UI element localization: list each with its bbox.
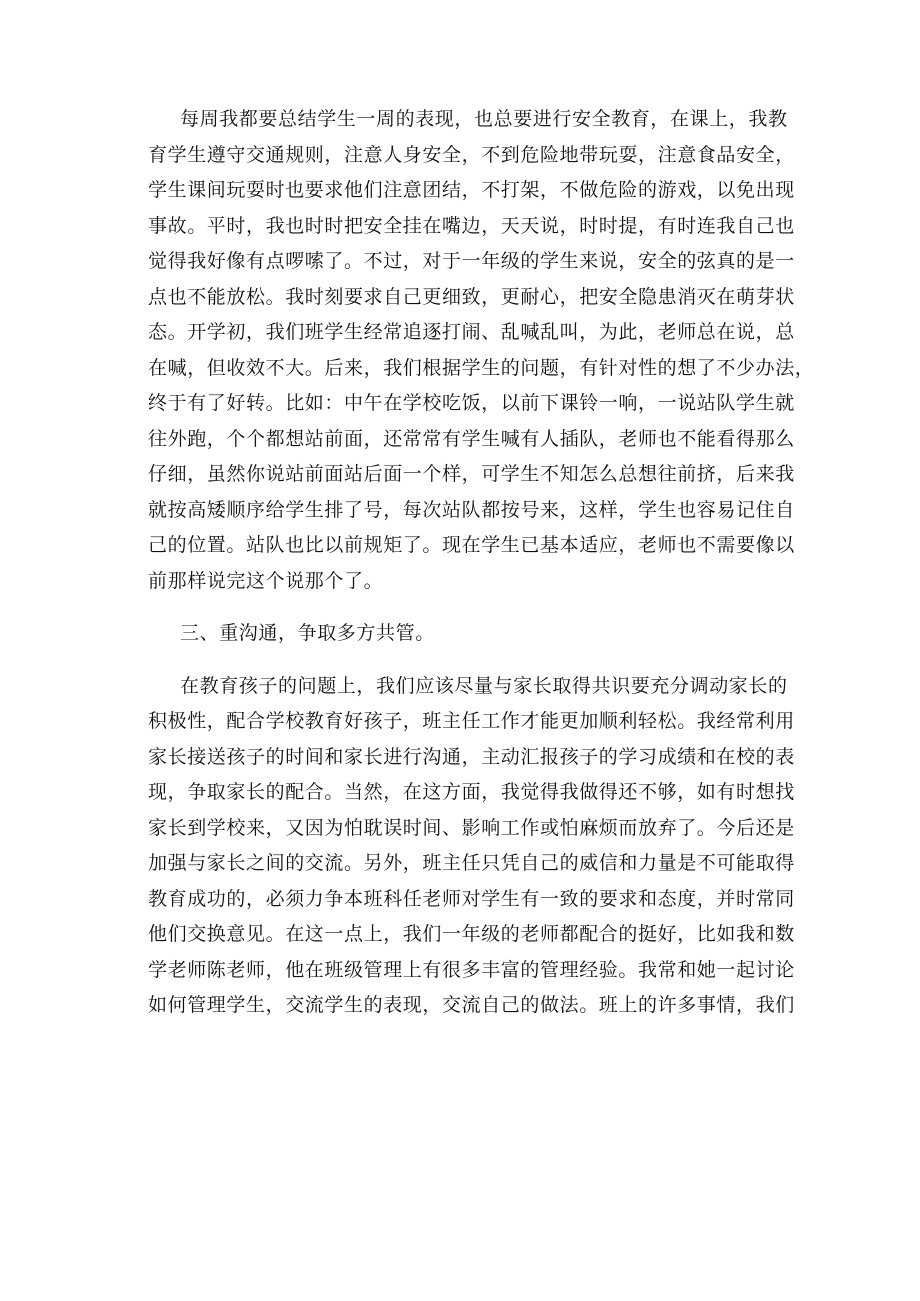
text-line: 家长接送孩子的时间和家长进行沟通，主动汇报孩子的学习成绩和在校的表 — [148, 745, 795, 768]
paragraph-safety-education — [148, 102, 828, 599]
heading-text: 三、重沟通，争取多方共管。 — [180, 622, 435, 644]
text-line: 如何管理学生，交流学生的表现，交流自己的做法。班上的许多事情，我们 — [148, 994, 795, 1016]
text-line: 点也不能放松。我时刻要求自己更细致，更耐心，把安全隐患消灭在萌芽状 — [148, 285, 795, 308]
text-line: 觉得我好像有点啰嗦了。不过，对于一年级的学生来说，安全的弦真的是一 — [148, 250, 795, 272]
paragraph-gap — [148, 652, 828, 669]
text-line: 就按高矮顺序给学生排了号，每次站队都按号来，这样，学生也容易记住自 — [148, 498, 795, 521]
paragraph-gap — [148, 599, 828, 616]
text-line: 他们交换意见。在这一点上，我们一年级的老师都配合的挺好，比如我和数 — [148, 923, 795, 945]
text-line: 终于有了好转。比如：中午在学校吃饭，以前下课铃一响，一说站队学生就 — [148, 392, 795, 414]
text-line: 学生课间玩耍时也要求他们注意团结，不打架，不做危险的游戏，以免出现 — [148, 179, 795, 201]
text-line: 仔细，虽然你说站前面站后面一个样，可学生不知怎么总想往前挤，后来我 — [148, 463, 795, 485]
section-heading — [148, 616, 828, 652]
text-line: 前那样说完这个说那个了。 — [148, 569, 384, 592]
text-line: 育学生遵守交通规则，注意人身安全，不到危险地带玩耍，注意食品安全， — [148, 143, 795, 166]
text-line: 加强与家长之间的交流。另外，班主任只凭自己的威信和力量是不可能取得 — [148, 852, 795, 874]
text-line: 积极性，配合学校教育好孩子，班主任工作才能更加顺利轻松。我经常利用 — [148, 710, 795, 732]
document-body — [148, 102, 828, 1024]
text-line: 家长到学校来，又因为怕耽误时间、影响工作或怕麻烦而放弃了。今后还是 — [148, 816, 795, 839]
paragraph-communication — [148, 669, 828, 1024]
text-line: 学老师陈老师，他在班级管理上有很多丰富的管理经验。我常和她一起讨论 — [148, 958, 795, 981]
text-line: 在教育孩子的问题上，我们应该尽量与家长取得共识要充分调动家长的 — [180, 674, 788, 697]
text-line: 己的位置。站队也比以前规矩了。现在学生已基本适应，老师也不需要像以 — [148, 534, 795, 556]
text-line: 现，争取家长的配合。当然，在这方面，我觉得我做得还不够，如有时想找 — [148, 781, 795, 803]
text-line: 在喊，但收效不大。后来，我们根据学生的问题，有针对性的想了不少办法， — [148, 356, 815, 379]
text-line: 事故。平时，我也时时把安全挂在嘴边，天天说，时时提，有时连我自己也 — [148, 214, 795, 237]
text-line: 每周我都要总结学生一周的表现，也总要进行安全教育，在课上，我教 — [180, 108, 788, 130]
text-line: 态。开学初，我们班学生经常追逐打闹、乱喊乱叫，为此，老师总在说，总 — [148, 321, 795, 343]
text-line: 教育成功的，必须力争本班科任老师对学生有一致的要求和态度，并时常同 — [148, 887, 795, 910]
text-line: 往外跑，个个都想站前面，还常常有学生喊有人插队，老师也不能看得那么 — [148, 427, 795, 450]
